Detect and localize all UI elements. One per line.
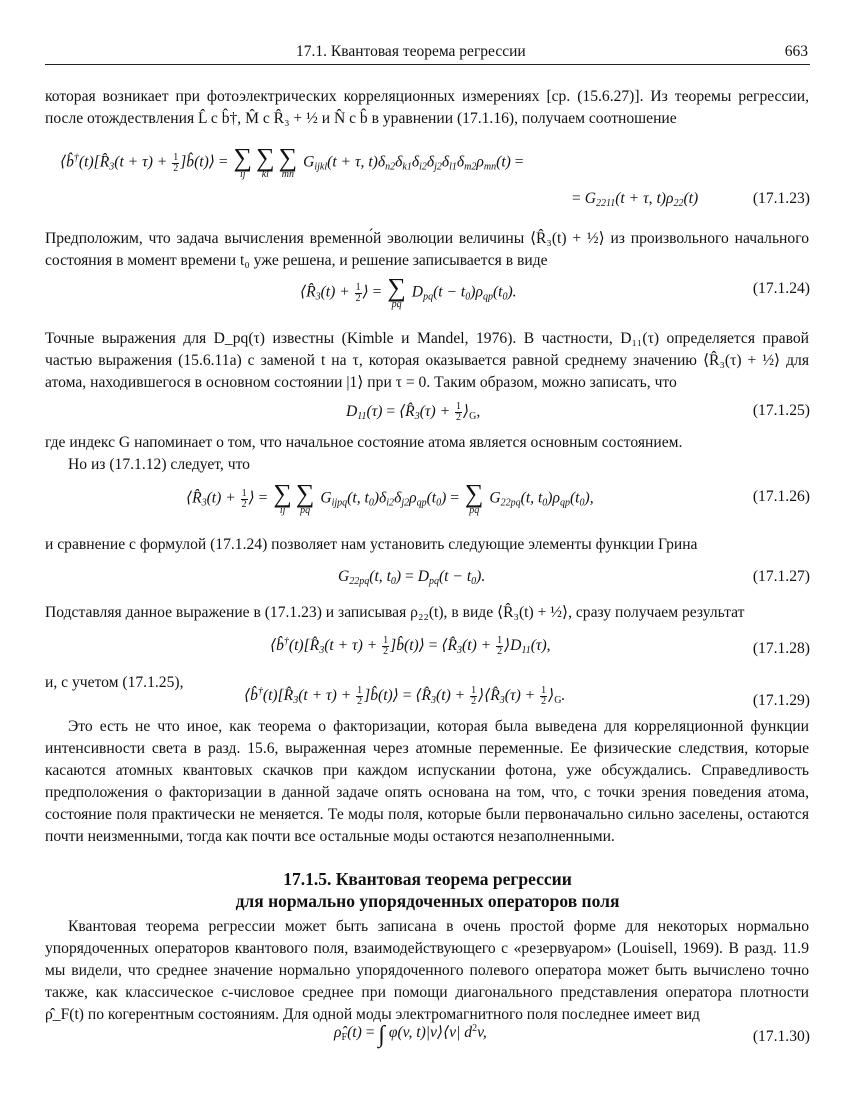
equation-number-17-1-26: (17.1.26) bbox=[752, 488, 810, 505]
paragraph-3: Точные выражения для D_pq(τ) известны (Kimble и Mandel, 1976). В частности, D₁₁(τ) определяется правой частью выражения (15.6.11a) с заменой t на τ, которая оказывается равной среднему значению ⟨R̂₃(τ) + ½⟩ для атома, находившегося в основном состоянии |1⟩ при τ = 0. Таким образом, можно записать, что bbox=[45, 330, 809, 391]
paragraph-2: Предположим, что задача вычисления временно́й эволюции величины ⟨R̂₃(t) + ½⟩ из произвольного начального состояния в момент времени t₀ уже решена, и решение записывается в виде bbox=[45, 230, 809, 269]
equation-17-1-30: $\rhô_F(t)$ = ∫ φ(v, t)|v⟩⟨v| $d^2v$, bbox=[334, 1022, 487, 1048]
equation-17-1-28: $⟨b̂^\dagger(t)[R̂_3(t + \tau)$ + $\frac{1}{2}$ ]b̂(t)⟩ = $⟨R̂_3(t)$ + $\frac{1}{2}$ $⟩D_{11}(\tau)$, bbox=[270, 635, 551, 657]
paragraph-5: Но из (17.1.12) следует, что bbox=[68, 456, 250, 473]
equation-number-17-1-28: (17.1.28) bbox=[752, 640, 810, 657]
paragraph-10: Квантовая теорема регрессии может быть записана в очень простой форме для некоторых нормально упорядоченных операторов квантового поля, взаимодействующего с «резервуаром» (Louisell, 1969). В разд. 11.9 мы видели, что среднее значение нормально упорядоченного полевого оператора может быть вычислено точно также, как классическое c-числовое среднее при помощи диагонального представления оператора плотности ρ̂_F(t) по когерентным состояниям. Для одной моды электромагнитного поля последнее имеет вид bbox=[45, 918, 809, 1023]
running-header bbox=[0, 43, 855, 65]
page-number: 663 bbox=[784, 43, 808, 60]
equation-number-17-1-23: (17.1.23) bbox=[752, 190, 810, 207]
header-rule bbox=[45, 64, 810, 65]
equation-17-1-23-line1: $⟨b̂^\dagger(t)[R̂_3(t + \tau)$ + $\frac{1}{2}$ ]b̂(t)⟩ = ∑ ij ∑ kl ∑ mn $G_{ijkl}(t + \tau$, $t)\delta_{n2}\delta_{k1}\delta_{i2}\delta_{j2}\delta_{l1}\delta_{m2}\rho_{mn}(t)$ = bbox=[60, 143, 524, 180]
equation-number-17-1-29: (17.1.29) bbox=[752, 692, 810, 709]
paragraph-8: и, с учетом (17.1.25), bbox=[45, 674, 184, 691]
equation-17-1-26: $⟨R̂_3(t)$ + $\frac{1}{2}$ ⟩ = ∑ ij ∑ pq $G_{ijpq}(t$, $t_0)\delta_{i2}\delta_{j2}\rho_{qp}(t_0)$ = ∑ pq $G_{22pq}(t$, $t_0)\rho_{qp}(t_0)$, bbox=[186, 479, 594, 516]
equation-number-17-1-24: (17.1.24) bbox=[752, 280, 810, 297]
paragraph-1: которая возникает при фотоэлектрических корреляционных измерениях [ср. (15.6.27)]. Из теоремы регрессии, после отождествления L̂ с b̂†, M̂ с R̂₃ + ½ и N̂ с b̂ в уравнении (17.1.16), получаем соотношение bbox=[45, 88, 809, 127]
equation-number-17-1-30: (17.1.30) bbox=[752, 1028, 810, 1045]
paragraph-4: где индекс G напоминает о том, что начальное состояние атома является основным состоянием. bbox=[45, 434, 683, 451]
equation-number-17-1-27: (17.1.27) bbox=[752, 568, 810, 585]
paragraph-7: Подставляя данное выражение в (17.1.23) и записывая ρ₂₂(t), в виде ⟨R̂₃(t) + ½⟩, сразу получаем результат bbox=[45, 604, 745, 621]
section-heading-line2: для нормально упорядоченных операторов поля bbox=[235, 891, 620, 911]
equation-17-1-29: $⟨b̂^\dagger(t)[R̂_3(t + \tau)$ + $\frac{1}{2}$ ]b̂(t)⟩ = $⟨R̂_3(t)$ + $\frac{1}{2}$ $⟩⟨R̂_3(\tau)$ + $\frac{1}{2}$ $⟩_G$. bbox=[244, 685, 566, 707]
paragraph-6: и сравнение с формулой (17.1.24) позволяет нам установить следующие элементы функции Грина bbox=[45, 536, 698, 553]
equation-number-17-1-25: (17.1.25) bbox=[752, 402, 810, 419]
equation-17-1-25: $D_{11}(\tau)$ = $⟨R̂_3(\tau)$ + $\frac{1}{2}$ $⟩_G$, bbox=[346, 401, 481, 423]
equation-17-1-27: $G_{22pq}(t$, $t_0) = D_{pq}(t - t_0)$. bbox=[338, 568, 486, 587]
equation-17-1-23-line2: = $G_{2211}(t + \tau$, $t)\rho_{22}(t)$ bbox=[572, 190, 699, 209]
paragraph-9: Это есть не что иное, как теорема о факторизации, которая была выведена для корреляционной функции интенсивности света в разд. 15.6, выраженная через атомные переменные. Ее физические следствия, которые касаются атомных квантовых скачков при каждом испускании фотона, уже обсуждались. Справедливость предположения о факторизации в данной задаче опять основана на том, что, с точки зрения поведения атома, состояние поля практически не меняется. Те моды поля, которые были первоначально сильно заселены, остаются почти неизменными, тогда как почти все остальные моды остаются незаполненными. bbox=[45, 718, 809, 845]
equation-17-1-24: $⟨R̂_3(t)$ + $\frac{1}{2}$ ⟩ = ∑ pq $D_{pq}(t - t_0)\rho_{qp}(t_0)$. bbox=[300, 273, 517, 310]
running-title: 17.1. Квантовая теорема регрессии bbox=[296, 43, 526, 60]
section-heading-line1: 17.1.5. Квантовая теорема регрессии bbox=[283, 869, 572, 889]
